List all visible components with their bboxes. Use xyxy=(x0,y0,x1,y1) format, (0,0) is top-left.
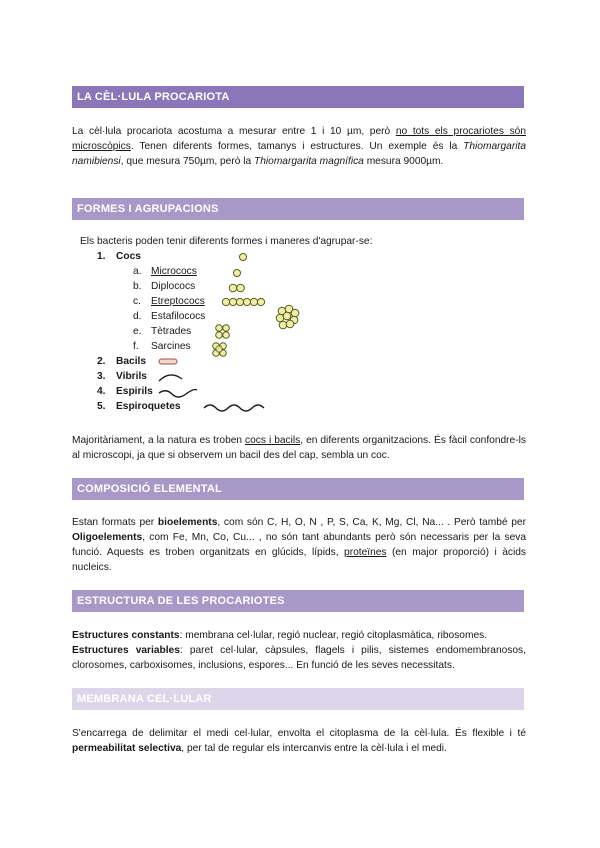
section-title-estructura: ESTRUCTURA DE LES PROCARIOTES xyxy=(72,590,524,612)
paragraph-composicio: Estan formats per bioelements, com són C, H, O, N , P, S, Ca, K, Mg, Cl, Na... . Però també per Oligoelements, com Fe, Mn, Co, Cu... , no són tant abundants però són necessaris per la seva funció. Aquests es troben organitzats en glúcids, lípids, proteïnes (en major proporció) i àcids nucleics. xyxy=(72,517,526,573)
paragraph-membrana: S'encarrega de delimitar el medi cel·lular, envolta el citoplasma de la cèl·lula. És flexible i té permeabilitat selectiva, per tal de regular els intercanvis entre la cèl·lula i el medi. xyxy=(72,728,526,754)
section-title-formes: FORMES I AGRUPACIONS xyxy=(72,198,524,220)
coc-cell-icon xyxy=(240,254,247,261)
sarcina-cells-icon xyxy=(213,343,227,357)
estreptococ-chain-icon xyxy=(222,298,264,305)
section-title-membrana: MEMBRANA CEL·LULAR xyxy=(72,688,524,710)
section-title-composicio: COMPOSICIÓ ELEMENTAL xyxy=(72,478,524,500)
link-proteines[interactable]: proteïnes xyxy=(344,547,387,558)
section-title-procariota: LA CÈL·LULA PROCARIOTA xyxy=(72,86,524,108)
formes-intro: Els bacteris poden tenir diferents formes i maneres d'agrupar-se: xyxy=(80,236,373,247)
link-microscopics[interactable]: no tots els procariotes són microscòpics xyxy=(72,126,526,152)
paragraph-formes: Majoritàriament, a la natura es troben cocs i bacils, en diferents organitzacions. És fàcil confondre-ls al microscopi, ja que si observem un bacil des del cap, sembla un coc. xyxy=(72,435,526,461)
diplococ-cells-icon xyxy=(229,284,244,292)
estafilococ-cluster-icon xyxy=(276,305,299,329)
espiroqueta-wave-icon xyxy=(204,405,264,411)
tetrade-cells-icon xyxy=(216,325,230,339)
paragraph-procariota: La cèl·lula procariota acostuma a mesurar entre 1 i 10 µm, però no tots els procariotes són microscòpics. Tenen diferents formes, tamanys i estructures. Un exemple és la Thiomargarita namibiensi, que mesura 750µm, però la Thiomargarita magnífica mesura 9000µm. xyxy=(72,126,526,167)
paragraph-estructura: Estructures constants: membrana cel·lular, regió nuclear, regió citoplasmàtica, ribosomes. Estructures variables: paret cel·lular, càpsules, flagels i pilis, sistemes endomembranosos, clorosomes, carboxisomes, inclusions, espores... En funció de les seves necessitats. xyxy=(72,630,526,671)
bacil-rod-icon xyxy=(159,359,177,364)
micrococ-cell-icon xyxy=(234,270,241,277)
vibrio-curve-icon xyxy=(159,375,182,381)
link-cocs-bacils[interactable]: cocs i bacils xyxy=(245,435,301,446)
espiril-wave-icon xyxy=(159,390,197,398)
